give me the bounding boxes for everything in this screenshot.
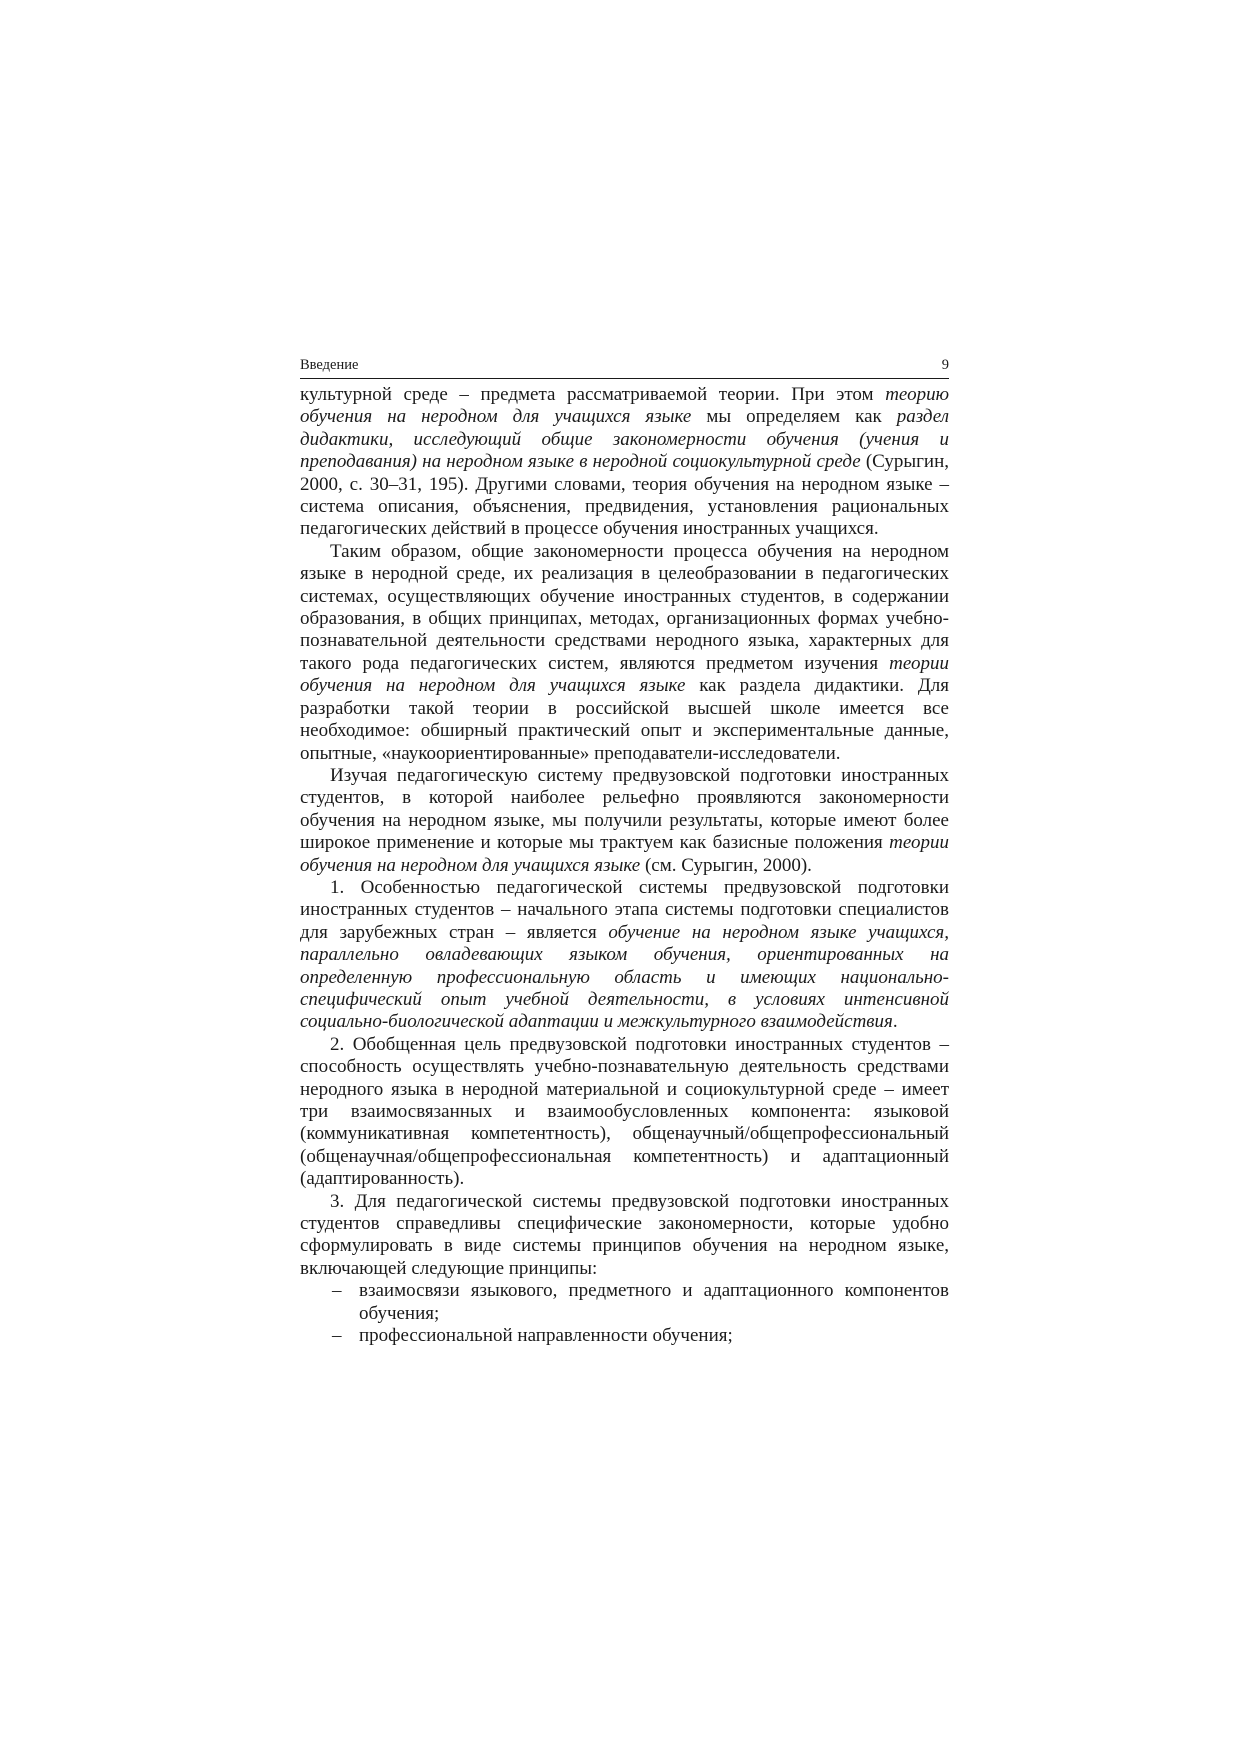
principles-list [300,1280,949,1347]
book-page [300,356,949,1347]
body-text [300,384,949,1347]
page-number: 9 [941,357,949,373]
running-head [300,356,949,379]
list-item-text: профессиональной направленности обучения; [359,1325,733,1347]
italic-run: теорию обучения на неродном для учащихся языке [300,384,949,428]
text-run: 2. Обобщенная цель предвузовской подготовки иностранных студентов – способность осуществлять учебно-познавательную деятельность средствами неродного языка в неродной материальной и социокультурной среде – имеет три взаимосвязанных и взаимообусловленных компонента: языковой (коммуникативная компетентность), общенаучный/общепрофессиональный (общенаучная/общепрофессиональная компетентность) и адаптационный (адаптированность). [300,1033,949,1190]
italic-run: раздел дидактики, исследующий общие закономерности обучения (учения и преподавания) на неродном языке в неродной социокультурной среде [300,406,950,473]
italic-run: обучение на неродном языке учащихся, параллельно овладевающих языком обучения, ориентированных на определенную профессиональную область и имеющих национально-специфический опыт учебной деятельности, в условиях интенсивной социально-биологической адаптации и межкультурного взаимодействия [300,921,949,1033]
paragraph [300,1191,949,1281]
paragraph [300,1034,949,1191]
running-head-section: Введение [300,357,359,373]
list-dash-marker: – [332,1280,342,1302]
text-run: культурной среде – предмета рассматриваемой теории. При этом [300,384,886,405]
list-item [300,1280,949,1325]
list-item [300,1325,949,1347]
paragraph [300,384,949,541]
paragraph [300,765,949,877]
list-dash-marker: – [332,1325,342,1347]
text-run: 3. Для педагогической системы предвузовской подготовки иностранных студентов справедливы специфические закономерности, которые удобно сформулировать в виде системы принципов обучения на неродном языке, включающей следующие принципы: [300,1190,949,1279]
text-run: 1. Особенностью педагогической системы предвузовской подготовки иностранных студентов – начального этапа системы подготовки специалистов для зарубежных стран – является [300,876,949,943]
text-run: Изучая педагогическую систему предвузовской подготовки иностранных студентов, в которой наиболее рельефно проявляются закономерности обучения на неродном языке, мы получили результаты, которые имеют более широкое применение и которые мы трактуем как базисные положения [300,764,949,854]
text-run: Таким образом, общие закономерности процесса обучения на неродном языке в неродной среде, их реализация в целеобразовании в педагогических системах, осуществляющих обучение иностранных студентов, в содержании образования, в общих принципах, методах, организационных формах учебно-познавательной деятельности средствами неродного языка, характерных для такого рода педагогических систем, являются предметом изучения [300,540,949,674]
text-run: как раздела дидактики. Для разработки такой теории в российской высшей школе имеется все необходимое: обширный практический опыт и экспериментальные данные, опытные, «наукоориентированные» преподаватели-исследователи. [300,675,950,764]
italic-run: теории обучения на неродном для учащихся языке [300,832,949,876]
italic-run: теории обучения на неродном для учащихся языке [300,652,949,697]
paragraph [300,877,949,1034]
text-run: . [892,1011,898,1033]
text-run: мы определяем как [691,406,897,428]
text-run: (Сурыгин, 2000, с. 30–31, 195). Другими словами, теория обучения на неродном языке – система описания, объяснения, предвидения, установления рациональных педагогических действий в процессе обучения иностранных учащихся. [300,451,950,540]
text-run: (см. Сурыгин, 2000). [640,854,812,876]
paragraph [300,541,949,765]
list-item-text: взаимосвязи языкового, предметного и адаптационного компонентов обучения; [359,1280,949,1324]
